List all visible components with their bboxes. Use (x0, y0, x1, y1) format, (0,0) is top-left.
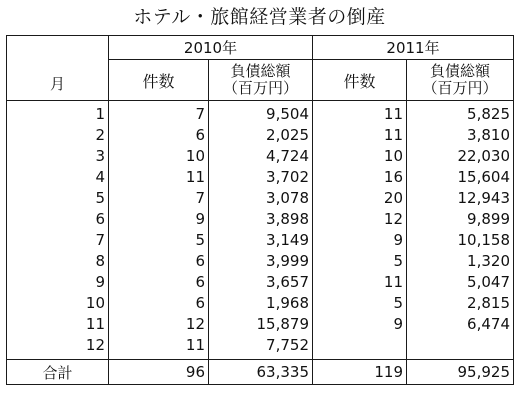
table-row (7, 209, 514, 230)
total-row (7, 360, 514, 385)
debt-2010-cell: 4,724 (209, 146, 313, 167)
debt-2010-cell: 3,898 (209, 209, 313, 230)
debt-2010-cell: 3,149 (209, 230, 313, 251)
debt-2011-cell: 2,815 (407, 293, 514, 314)
table-row (7, 251, 514, 272)
bankruptcy-table (6, 35, 514, 385)
year-2010-header: 2010年 (109, 36, 313, 60)
count-2011-cell: 10 (313, 146, 407, 167)
debt-2011-cell: 3,810 (407, 125, 514, 146)
year-header-row (7, 36, 514, 60)
debt-2011-cell: 9,899 (407, 209, 514, 230)
count-2011-cell: 5 (313, 293, 407, 314)
month-cell: 10 (7, 293, 109, 314)
table-row (7, 146, 514, 167)
debt-2010-cell: 7,752 (209, 335, 313, 360)
debt-2011-cell: 22,030 (407, 146, 514, 167)
count-2010-cell: 9 (109, 209, 209, 230)
debt-2011-cell: 1,320 (407, 251, 514, 272)
table-row (7, 125, 514, 146)
count-2010-cell: 5 (109, 230, 209, 251)
total-count-2010: 96 (109, 360, 209, 385)
debt-header-line1: 負債総額 (230, 62, 291, 80)
debt-header-line1: 負債総額 (429, 62, 490, 80)
month-cell: 7 (7, 230, 109, 251)
month-column-header (7, 36, 109, 101)
table-row (7, 101, 514, 126)
count-header-2011 (313, 60, 407, 101)
month-cell: 8 (7, 251, 109, 272)
table-title: ホテル・旅館経営業者の倒産 (133, 6, 386, 28)
total-label: 合計 (7, 360, 109, 385)
debt-2010-cell: 3,999 (209, 251, 313, 272)
month-cell: 6 (7, 209, 109, 230)
count-2011-cell: 11 (313, 272, 407, 293)
count-2011-cell: 20 (313, 188, 407, 209)
monthly-rows (7, 101, 514, 360)
table-row (7, 167, 514, 188)
month-cell: 5 (7, 188, 109, 209)
month-cell: 1 (7, 101, 109, 126)
table-row (7, 272, 514, 293)
total-count-2011: 119 (313, 360, 407, 385)
debt-2010-cell: 3,078 (209, 188, 313, 209)
count-2010-cell: 6 (109, 293, 209, 314)
debt-2010-cell: 9,504 (209, 101, 313, 126)
count-2010-cell: 6 (109, 272, 209, 293)
count-2010-cell: 6 (109, 251, 209, 272)
count-2011-cell: 5 (313, 251, 407, 272)
total-debt-2011: 95,925 (407, 360, 514, 385)
count-2010-cell: 7 (109, 188, 209, 209)
debt-2011-cell: 6,474 (407, 314, 514, 335)
debt-header-2011 (407, 60, 514, 101)
debt-2011-cell: 10,158 (407, 230, 514, 251)
table-row (7, 230, 514, 251)
count-2011-cell: 9 (313, 230, 407, 251)
count-2010-cell: 7 (109, 101, 209, 126)
month-cell: 4 (7, 167, 109, 188)
count-2010-cell: 12 (109, 314, 209, 335)
month-header-label: 月 (49, 74, 65, 93)
month-cell: 2 (7, 125, 109, 146)
total-debt-2010: 63,335 (209, 360, 313, 385)
count-header-label: 件数 (142, 71, 175, 91)
year-2011-header: 2011年 (313, 36, 514, 60)
count-2011-cell: 9 (313, 314, 407, 335)
debt-2011-cell: 5,825 (407, 101, 514, 126)
count-2011-cell: 12 (313, 209, 407, 230)
debt-2010-cell: 3,702 (209, 167, 313, 188)
count-2010-cell: 6 (109, 125, 209, 146)
count-header-2010 (109, 60, 209, 101)
debt-2011-cell: 15,604 (407, 167, 514, 188)
debt-header-line2: （百万円） (422, 79, 498, 97)
debt-2010-cell: 2,025 (209, 125, 313, 146)
debt-2011-cell: 5,047 (407, 272, 514, 293)
month-cell: 3 (7, 146, 109, 167)
count-2010-cell: 11 (109, 167, 209, 188)
table-row (7, 335, 514, 360)
table-row (7, 314, 514, 335)
count-2010-cell: 10 (109, 146, 209, 167)
debt-header-2010 (209, 60, 313, 101)
table-row (7, 293, 514, 314)
count-header-label: 件数 (343, 71, 376, 91)
count-2011-cell (313, 335, 407, 360)
debt-2010-cell: 3,657 (209, 272, 313, 293)
debt-2010-cell: 1,968 (209, 293, 313, 314)
debt-2011-cell: 12,943 (407, 188, 514, 209)
month-cell: 9 (7, 272, 109, 293)
debt-2011-cell (407, 335, 514, 360)
count-2011-cell: 16 (313, 167, 407, 188)
debt-header-line2: （百万円） (222, 79, 298, 97)
debt-2010-cell: 15,879 (209, 314, 313, 335)
count-2011-cell: 11 (313, 125, 407, 146)
count-2011-cell: 11 (313, 101, 407, 126)
table-row (7, 188, 514, 209)
month-cell: 12 (7, 335, 109, 360)
month-cell: 11 (7, 314, 109, 335)
count-2010-cell: 11 (109, 335, 209, 360)
